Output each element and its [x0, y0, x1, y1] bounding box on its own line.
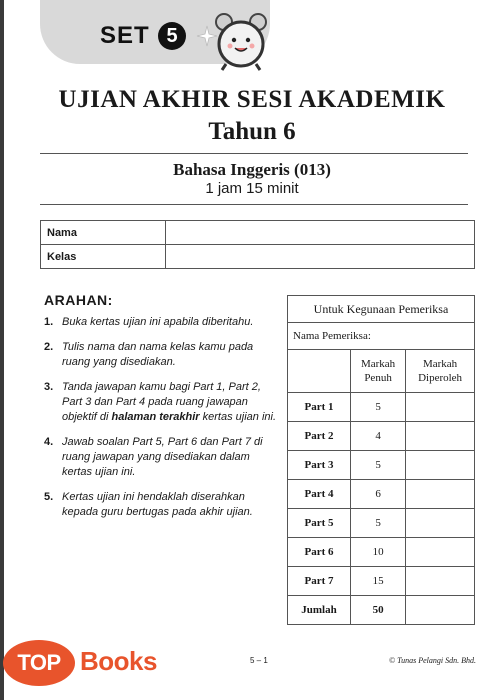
- instructions-list: [44, 315, 276, 530]
- table-row: Part 1 5: [288, 393, 475, 422]
- duration: 1 jam 15 minit: [205, 180, 299, 197]
- instruction-item: 2. Tulis nama dan nama kelas kamu pada ruang yang disediakan.: [44, 341, 254, 368]
- logo-books-text: Books: [80, 646, 157, 676]
- table-row: Part 6 10: [288, 538, 475, 567]
- instruction-item: 3. Tanda jawapan kamu bagi Part 1, Part 2, Part 3 dan Part 4 pada ruang jawapan objektif di halaman terakhir kertas ujian ini.: [44, 381, 277, 423]
- table-row: Part 3 5: [288, 451, 475, 480]
- set-label: SET: [100, 22, 150, 49]
- total-row: Jumlah 50: [288, 596, 475, 625]
- examiner-table-title: Untuk Kegunaan Pemeriksa: [288, 296, 475, 323]
- subject: Bahasa Inggeris (013): [173, 160, 331, 179]
- col-full-marks: Markah Penuh: [351, 350, 406, 393]
- examiner-marks-table: [287, 295, 475, 625]
- obtained-cell[interactable]: [406, 509, 475, 538]
- name-label: Nama: [41, 221, 166, 245]
- obtained-cell[interactable]: [406, 480, 475, 509]
- examiner-name-field[interactable]: Nama Pemeriksa:: [288, 323, 475, 350]
- total-obtained-cell[interactable]: [406, 596, 475, 625]
- table-row: Part 5 5: [288, 509, 475, 538]
- class-field[interactable]: [166, 245, 475, 269]
- instructions-heading: ARAHAN:: [44, 292, 113, 308]
- col-obtained-marks: Markah Diperoleh: [406, 350, 475, 393]
- copyright: © Tunas Pelangi Sdn. Bhd.: [389, 656, 476, 665]
- table-row: Part 4 6: [288, 480, 475, 509]
- student-info-table: [40, 220, 475, 269]
- exam-title: UJIAN AKHIR SESI AKADEMIK: [58, 86, 446, 113]
- class-row: [41, 245, 475, 269]
- class-label: Kelas: [41, 245, 166, 269]
- obtained-cell[interactable]: [406, 422, 475, 451]
- instruction-item: 4. Jawab soalan Part 5, Part 6 dan Part 7 di ruang jawapan yang disediakan dalam kertas ujian ini.: [44, 436, 263, 478]
- corner-cell: [288, 350, 351, 393]
- alarm-clock-icon: [212, 10, 270, 72]
- obtained-cell[interactable]: [406, 451, 475, 480]
- page-number: 5 – 1: [250, 656, 268, 665]
- divider: [40, 153, 468, 154]
- divider: [40, 204, 468, 205]
- table-row: Part 7 15: [288, 567, 475, 596]
- exam-year: Tahun 6: [208, 118, 296, 145]
- logo-top-text: TOP: [17, 650, 61, 675]
- name-row: [41, 221, 475, 245]
- instruction-item: 5. Kertas ujian ini hendaklah diserahkan kepada guru bertugas pada akhir ujian.: [44, 491, 253, 518]
- set-number-badge: 5: [158, 22, 186, 50]
- obtained-cell[interactable]: [406, 393, 475, 422]
- topbooks-logo: [0, 634, 180, 694]
- table-row: Part 2 4: [288, 422, 475, 451]
- obtained-cell[interactable]: [406, 567, 475, 596]
- instruction-item: 1. Buka kertas ujian ini apabila diberitahu.: [44, 316, 254, 328]
- name-field[interactable]: [166, 221, 475, 245]
- obtained-cell[interactable]: [406, 538, 475, 567]
